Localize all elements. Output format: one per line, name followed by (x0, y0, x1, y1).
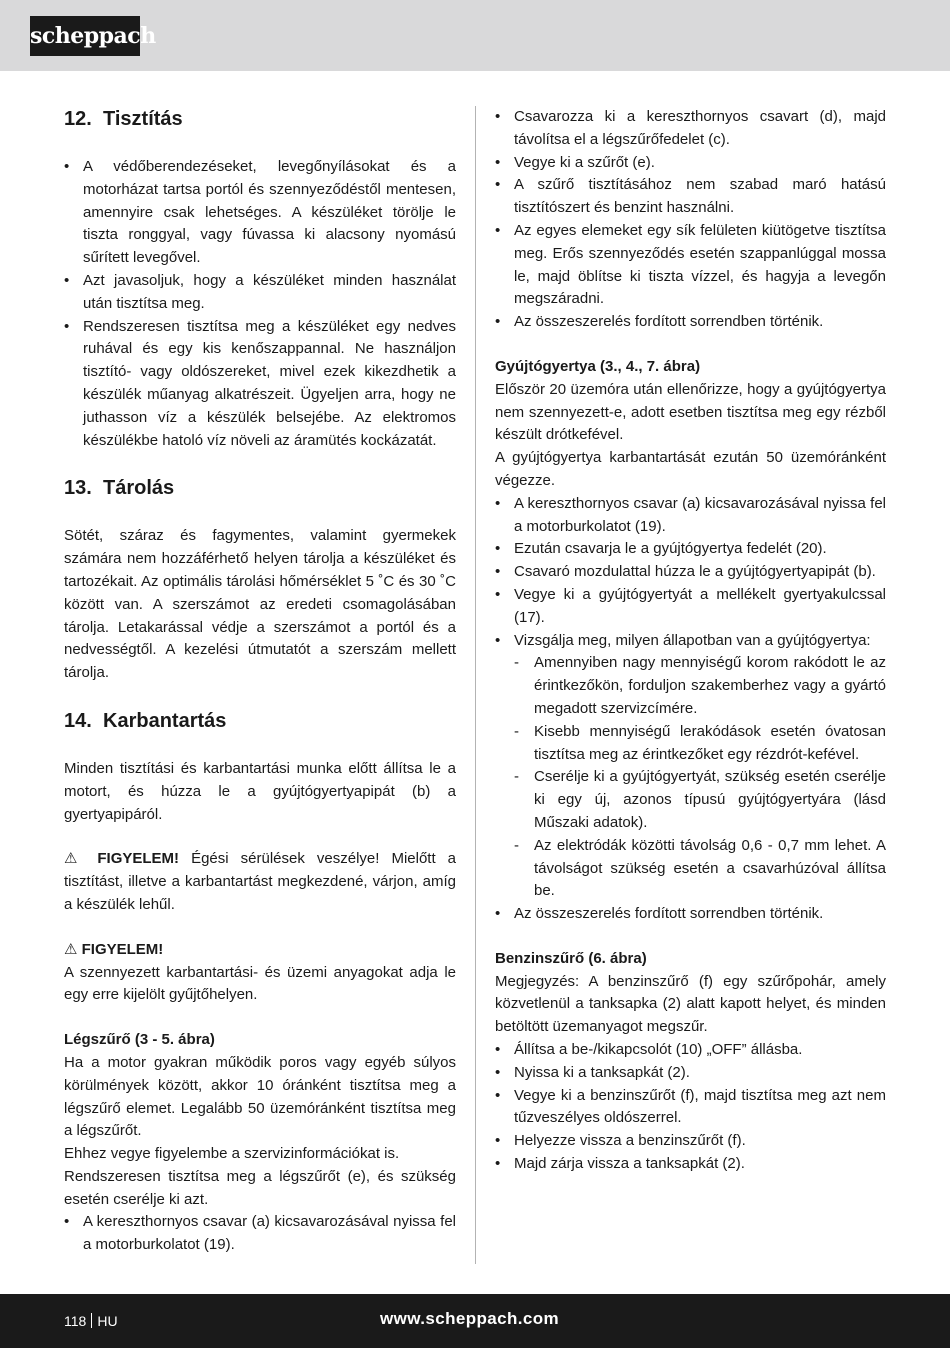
fuelfilter-list (495, 1039, 886, 1176)
warning-disposal-text: A szennyezett karbantartási- és üzemi anyagokat adja le egy erre kijelölt gyűjtőhelyen. (64, 963, 456, 1004)
sparkplug-condition-list (514, 652, 886, 903)
list-item: • Csavaró mozdulattal húzza le a gyújtógyertyapipát (b). (495, 561, 886, 584)
warning-icon: ⚠ (64, 850, 86, 868)
list-item: • Majd zárja vissza a tanksapkát (2). (495, 1153, 886, 1176)
list-item: • A kereszthornyos csavar (a) kicsavarozásával nyissa fel a motorburkolatot (19). (495, 493, 886, 539)
list-item: • Az összeszerelés fordított sorrendben történik. (495, 311, 886, 334)
separator (91, 1313, 92, 1328)
warning-label: FIGYELEM! (97, 850, 180, 868)
page-header (0, 0, 950, 71)
list-item: • A védőberendezéseket, levegőnyílásokat és a motorházat tartsa portól és szennyeződéstől mentesen, amennyire csak lehetséges. A készüléket törölje le tiszta ronggyal, vagy fúvassa ki alacsony nyomású sűrített levegővel. (64, 156, 456, 270)
list-item: • Rendszeresen tisztítsa meg a készüléket egy nedves ruhával és egy kis kenőszappannal. Ne használjon tisztító- vagy oldószereket, mivel ezek kikezdhetik a készülék műanyag alkatrészeit. Ügyeljen arra, hogy ne juthasson víz a készülék belsejébe. Az elektromos készülékbe hatoló víz növeli az áramütés kockázatát. (64, 316, 456, 453)
section-number: 14. (64, 709, 92, 732)
list-item: • Az összeszerelés fordított sorrendben történik. (495, 903, 886, 926)
sparkplug-heading: Gyújtógyertya (3., 4., 7. ábra) (495, 357, 701, 375)
list-item: • Vegye ki a gyújtógyertyát a mellékelt gyertyakulcssal (17). (495, 584, 886, 630)
section-title: Karbantartás (103, 709, 227, 732)
list-item: • Azt javasoljuk, hogy a készüléket minden használat után tisztítsa meg. (64, 270, 456, 316)
warning-label: FIGYELEM! (81, 940, 164, 958)
cleaning-list (64, 156, 456, 452)
scheppach-logo: scheppach (30, 16, 140, 56)
page-number: 118 (64, 1313, 87, 1329)
list-subitem: - Cserélje ki a gyújtógyertyát, szükség esetén cserélje ki egy új, azonos típusú gyújtógyertyára (lásd Műszaki adatok). (514, 766, 886, 834)
fuelfilter-heading: Benzinszűrő (6. ábra) (495, 949, 647, 967)
airfilter-list-right (495, 106, 886, 334)
sparkplug-paragraph: A gyújtógyertya karbantartását ezután 50 üzemóránként végezze. (495, 449, 886, 489)
list-item: • Helyezze vissza a benzinszűrőt (f). (495, 1130, 886, 1153)
list-item: • Állítsa a be-/kikapcsolót (10) „OFF” állásba. (495, 1039, 886, 1062)
airfilter-paragraph: Ha a motor gyakran működik poros vagy egyéb súlyos körülmények között, akkor 10 óránként tisztítsa meg a légszűrő elemet. Legalább 50 üzemóránként tisztítsa meg a légszűrőt. (64, 1053, 456, 1140)
sparkplug-list (495, 493, 886, 926)
left-column (64, 106, 456, 1257)
fuelfilter-paragraph: Megjegyzés: A benzinszűrő (f) egy szűrőpohár, amely közvetlenül a tanksapka (2) alatt kapott helyet, és minden betöltött üzemanyagot megszűr. (495, 972, 886, 1036)
airfilter-paragraph: Ehhez vegye figyelembe a szervizinformációkat is. (64, 1145, 400, 1163)
website-link[interactable]: www.scheppach.com (380, 1309, 560, 1328)
section-title: Tárolás (103, 477, 175, 500)
list-item: • Ezután csavarja le a gyújtógyertya fedelét (20). (495, 538, 886, 561)
list-subitem: - Amennyiben nagy mennyiségű korom rakódott le az érintkezőkön, forduljon szakemberhez vagy a gyártó megadott szervizcímére. (514, 652, 886, 720)
list-item: • Az egyes elemeket egy sík felületen kiütögetve tisztítsa meg. Erős szennyeződés esetén szappanlúggal mossa le, majd öblítse ki tiszta vízzel, és hagyja a levegőn megszáradni. (495, 220, 886, 311)
section-12-heading (64, 106, 456, 132)
list-item: • Vegye ki a benzinszűrőt (f), majd tisztítsa meg azt nem tűzveszélyes oldószerrel. (495, 1085, 886, 1131)
list-item: • A szűrő tisztításához nem szabad maró hatású tisztítószert és benzint használni. (495, 174, 886, 220)
section-14-heading (64, 708, 456, 734)
sparkplug-paragraph: Először 20 üzemóra után ellenőrizze, hogy a gyújtógyertya nem szennyezett-e, adott esetben tisztítsa meg egy rézből készült drótkefével. (495, 380, 886, 444)
list-subitem: - Az elektródák közötti távolság 0,6 - 0,7 mm lehet. A távolságot szükség esetén a csavarhúzóval állítsa be. (514, 835, 886, 903)
storage-paragraph: Sötét, száraz és fagymentes, valamint gyermekek számára nem hozzáférhető helyen tárolja a készüléket és tartozékait. Az optimális tárolási hőmérséklet 5 ˚C és 30 ˚C között van. A szerszámot az eredeti csomagolásában tárolja. Letakarással védje a szerszámot a portól és a nedvességtől. A kezelési útmutatót a szerszám mellett tárolja. (64, 527, 456, 682)
list-item: • Nyissa ki a tanksapkát (2). (495, 1062, 886, 1085)
maintenance-paragraph: Minden tisztítási és karbantartási munka előtt állítsa le a motort, és húzza le a gyújtógyertyapipát (b) a gyertyapipáról. (64, 759, 456, 823)
airfilter-paragraph: Rendszeresen tisztítsa meg a légszűrőt (e), és szükség esetén cserélje ki azt. (64, 1167, 456, 1208)
list-item (495, 630, 886, 904)
warning-burn (64, 848, 456, 916)
list-item: • A kereszthornyos csavar (a) kicsavarozásával nyissa fel a motorburkolatot (19). (64, 1211, 456, 1257)
section-13-heading (64, 475, 456, 501)
list-item: • Vegye ki a szűrőt (e). (495, 152, 886, 175)
section-number: 13. (64, 477, 92, 500)
page-footer (0, 1294, 950, 1348)
warning-icon: ⚠ (64, 940, 78, 958)
warning-disposal-heading (64, 939, 456, 962)
language-code: HU (97, 1313, 118, 1329)
airfilter-heading: Légszűrő (3 - 5. ábra) (64, 1031, 215, 1049)
list-item-text: Vizsgálja meg, milyen állapotban van a gyújtógyertya: (514, 631, 871, 649)
list-item: • Csavarozza ki a kereszthornyos csavart (d), majd távolítsa el a légszűrőfedelet (c). (495, 106, 886, 152)
page-number-block (64, 1311, 118, 1331)
warning-text: Égési sérülések veszélye! Mielőtt a tisztítást, illetve a karbantartást megkezdené, várjon, amíg a készülék lehűl. (64, 850, 457, 913)
right-column (495, 106, 886, 1176)
section-title: Tisztítás (103, 108, 183, 130)
column-divider (475, 106, 476, 1264)
list-subitem: - Kisebb mennyiségű lerakódások esetén óvatosan tisztítsa meg az érintkezőket egy rézdrót-kefével. (514, 721, 886, 767)
section-number: 12. (64, 108, 92, 130)
airfilter-list-left (64, 1211, 456, 1257)
